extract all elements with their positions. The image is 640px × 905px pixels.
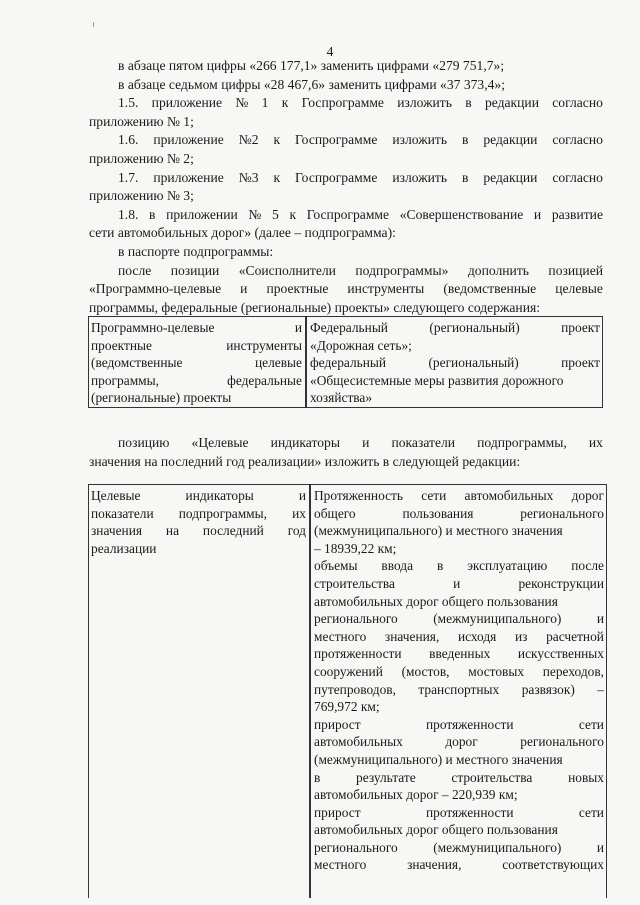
word: «Совершенствование	[399, 206, 524, 222]
word: значения	[91, 523, 143, 539]
word: приложение	[151, 95, 223, 111]
word: (ведомственные	[443, 281, 537, 297]
word: №	[235, 95, 249, 111]
word: искусственных	[517, 646, 604, 662]
word: их	[588, 435, 603, 450]
table-row	[89, 317, 603, 408]
word: (мостов,	[401, 663, 450, 679]
word: регионального	[520, 505, 604, 521]
word: протяженности	[425, 716, 514, 732]
word: прирост	[314, 804, 361, 820]
word: изложить	[392, 132, 448, 148]
word: №2	[238, 132, 259, 148]
word: к	[273, 169, 281, 185]
word: на	[165, 523, 180, 539]
word: подпрограммы»	[355, 262, 449, 278]
word: (региональный)	[429, 320, 520, 335]
word: 1.6.	[118, 132, 139, 148]
word: введенных	[429, 646, 491, 662]
word: приложение	[153, 169, 224, 185]
word: к	[273, 132, 281, 148]
word: проектные	[91, 337, 152, 353]
word: Федеральный	[310, 320, 388, 335]
word: соответствующих	[502, 857, 604, 873]
word: значения,	[384, 628, 440, 644]
word: в	[149, 206, 156, 222]
word: показатели	[391, 435, 456, 450]
word: сооружений	[314, 663, 383, 679]
cell-line	[314, 698, 604, 716]
word: значения,	[407, 857, 462, 873]
word: дорог	[571, 488, 604, 503]
word: (региональный)	[428, 355, 519, 371]
word: проект	[561, 320, 600, 335]
word: развязок)	[521, 681, 575, 697]
word: расчетной	[546, 628, 604, 644]
word: Протяженность	[314, 488, 404, 503]
text-line: приложению № 2;	[89, 151, 194, 166]
cell-line	[310, 319, 600, 337]
table-program-instruments	[88, 316, 603, 408]
word: к	[289, 206, 297, 222]
word: подпрограммы,	[477, 435, 567, 450]
word: 1	[261, 95, 269, 111]
cell-line	[91, 354, 302, 372]
word: 1.7.	[118, 169, 139, 185]
word: индикаторы	[270, 435, 340, 450]
word: (межмуниципального)	[433, 839, 562, 855]
text-line: в абзаце пятом цифры «266 177,1» заменить цифрами «279 751,7»;	[118, 58, 505, 73]
text-line	[118, 434, 603, 453]
word: и	[596, 839, 604, 855]
word: к	[281, 95, 289, 111]
word: реализации	[91, 540, 157, 556]
word: сети	[578, 804, 604, 820]
word: путепроводов,	[314, 681, 396, 697]
text-line	[118, 131, 603, 150]
cell-line	[314, 540, 604, 558]
word: 1.8.	[118, 206, 139, 222]
word: строительства	[451, 769, 533, 785]
word: регионального	[520, 734, 604, 750]
word: прирост	[314, 716, 361, 732]
scan-mark	[93, 22, 94, 27]
word: согласно	[552, 95, 603, 111]
cell-line	[314, 505, 604, 523]
word: мостовых	[468, 663, 525, 679]
word: федеральный	[310, 355, 387, 371]
word: проект	[561, 355, 600, 371]
word: хозяйства»	[310, 390, 373, 406]
word: Госпрограмме	[295, 169, 378, 185]
word: местного	[314, 628, 367, 644]
cell-line	[91, 487, 306, 505]
word: согласно	[552, 169, 603, 185]
word: инструменты	[347, 281, 425, 297]
word: автомобильных дорог общего пользования	[314, 593, 558, 609]
cell-line	[314, 487, 604, 505]
word: (межмуниципального) и местного значения	[314, 523, 563, 539]
word: исходя	[457, 628, 497, 644]
text-line: значения на последний год реализации» изложить в следующей редакции:	[89, 453, 521, 469]
word: эксплуатацию	[467, 558, 548, 574]
word: целевые	[255, 355, 302, 371]
word: целевые	[555, 281, 603, 297]
cell-line	[314, 610, 604, 628]
word: и	[298, 488, 306, 503]
table-row	[89, 485, 607, 899]
word: результате	[356, 769, 416, 785]
cell-line	[314, 716, 604, 734]
cell-line	[314, 733, 604, 751]
word: (ведомственные	[91, 355, 183, 371]
word: «Общесистемные меры развития дорожного	[310, 372, 564, 388]
cell-line	[310, 389, 600, 407]
word: регионального	[314, 839, 398, 855]
cell-line	[91, 337, 302, 355]
word: редакции	[483, 169, 538, 185]
word: подпрограммы,	[178, 505, 268, 521]
cell-line	[91, 372, 302, 390]
word: «Целевые	[191, 435, 249, 450]
word: и	[294, 320, 302, 335]
cell-line	[314, 804, 604, 822]
cell-line	[314, 663, 604, 681]
cell-line	[314, 681, 604, 699]
word: из	[514, 628, 528, 644]
word: после	[118, 262, 152, 278]
text-line: в абзаце седьмом цифры «28 467,6» заменить цифрами «37 373,4»;	[118, 76, 505, 92]
word: –	[597, 681, 604, 697]
word: №3	[238, 169, 259, 185]
cell-line	[310, 354, 600, 372]
table-cell-label	[89, 317, 307, 408]
word: Целевые	[91, 488, 141, 503]
word: регионального	[314, 611, 398, 627]
word: Госпрограмме	[295, 132, 378, 148]
word: «Дорожная сеть»;	[310, 337, 412, 353]
text-line	[118, 206, 603, 225]
table-target-indicators	[88, 484, 607, 898]
word: и	[596, 611, 604, 627]
cell-line	[314, 645, 604, 663]
word: изложить	[397, 95, 452, 111]
word: редакции	[483, 132, 538, 148]
cell-line	[314, 557, 604, 575]
word: 769,972 км;	[314, 699, 380, 715]
word: новых	[568, 769, 604, 785]
word: позицию	[118, 435, 170, 450]
text-line	[89, 280, 603, 299]
cell-line	[314, 786, 604, 804]
text-line: программы, федеральные (региональные) проекты» следующего содержания:	[89, 299, 541, 315]
cell-line	[91, 319, 302, 337]
word: изложить	[392, 169, 448, 185]
word: сети	[578, 716, 604, 732]
cell-line	[91, 540, 306, 558]
word: дополнить	[467, 262, 529, 278]
word: «Соисполнители	[238, 262, 336, 278]
table-cell-value	[306, 317, 603, 408]
word: сети	[421, 488, 447, 503]
word: реконструкции	[518, 575, 604, 591]
word: приложении	[166, 206, 238, 222]
table-cell-value	[310, 485, 607, 899]
word: проектные	[266, 281, 329, 297]
cell-line	[314, 821, 604, 839]
word: и	[453, 575, 461, 591]
word: индикаторы	[185, 488, 254, 503]
word: «Программно-целевые	[89, 281, 222, 297]
word: приложение	[153, 132, 224, 148]
word: ввода	[381, 558, 414, 574]
word: строительства	[314, 575, 395, 591]
word: общего	[314, 505, 356, 521]
word: транспортных	[418, 681, 500, 697]
word: год	[287, 523, 306, 539]
word: 1.5.	[118, 95, 139, 111]
text-line: приложению № 3;	[89, 188, 194, 204]
page-number: 4	[326, 44, 334, 59]
word: переходов,	[542, 663, 604, 679]
word: 5	[272, 206, 279, 222]
word: согласно	[552, 132, 603, 148]
word: последний	[202, 523, 264, 539]
word: Госпрограмме	[306, 206, 390, 222]
cell-line	[310, 337, 600, 355]
word: дорог	[445, 734, 478, 750]
word: (региональные) проекты	[91, 390, 232, 406]
word: (межмуниципального)	[433, 611, 562, 627]
word: Госпрограмме	[301, 95, 384, 111]
cell-line	[91, 389, 302, 407]
cell-line	[314, 839, 604, 857]
word: в	[461, 169, 469, 185]
word: после	[571, 558, 604, 574]
word: и	[362, 435, 370, 450]
word: и	[533, 206, 542, 222]
cell-line	[314, 769, 604, 787]
cell-line	[314, 856, 604, 874]
word: местного	[314, 857, 367, 873]
word: автомобильных дорог общего пользования	[314, 822, 558, 838]
cell-line	[310, 372, 600, 390]
word: их	[292, 505, 306, 521]
word: Программно-целевые	[91, 320, 215, 335]
cell-line	[91, 522, 306, 540]
cell-line	[314, 751, 604, 769]
cell-line	[314, 575, 604, 593]
cell-line	[91, 505, 306, 523]
word: позицией	[548, 262, 603, 278]
text-line	[118, 169, 603, 188]
word: автомобильных	[314, 734, 403, 750]
word: и	[240, 281, 248, 297]
word: развитие	[551, 206, 603, 222]
word: протяженности	[314, 646, 402, 662]
text-line: в паспорте подпрограммы:	[118, 244, 274, 259]
word: пользования	[402, 505, 474, 521]
word: программы,	[91, 372, 159, 388]
word: позиции	[170, 262, 220, 278]
word: инструменты	[226, 337, 302, 353]
word: показатели	[91, 505, 154, 521]
text-line	[118, 262, 603, 281]
text-line	[118, 94, 603, 113]
word: автомобильных дорог – 220,939 км;	[314, 787, 518, 803]
cell-line	[314, 593, 604, 611]
text-line: сети автомобильных дорог» (далее – подпрограмма):	[89, 225, 396, 241]
word: в	[314, 769, 321, 785]
word: – 18939,22 км;	[314, 540, 397, 556]
cell-line	[314, 628, 604, 646]
word: автомобильных	[464, 488, 554, 503]
word: в	[461, 132, 469, 148]
word: №	[248, 206, 262, 222]
word: в	[465, 95, 472, 111]
table-cell-label	[89, 485, 311, 899]
word: объемы	[314, 558, 358, 574]
word: федеральные	[227, 372, 302, 388]
word: (межмуниципального) и местного значения	[314, 751, 563, 767]
word: в	[436, 558, 444, 574]
word: редакции	[484, 95, 539, 111]
cell-line	[314, 522, 604, 540]
word: протяженности	[425, 804, 514, 820]
text-line: приложению № 1;	[89, 113, 194, 129]
